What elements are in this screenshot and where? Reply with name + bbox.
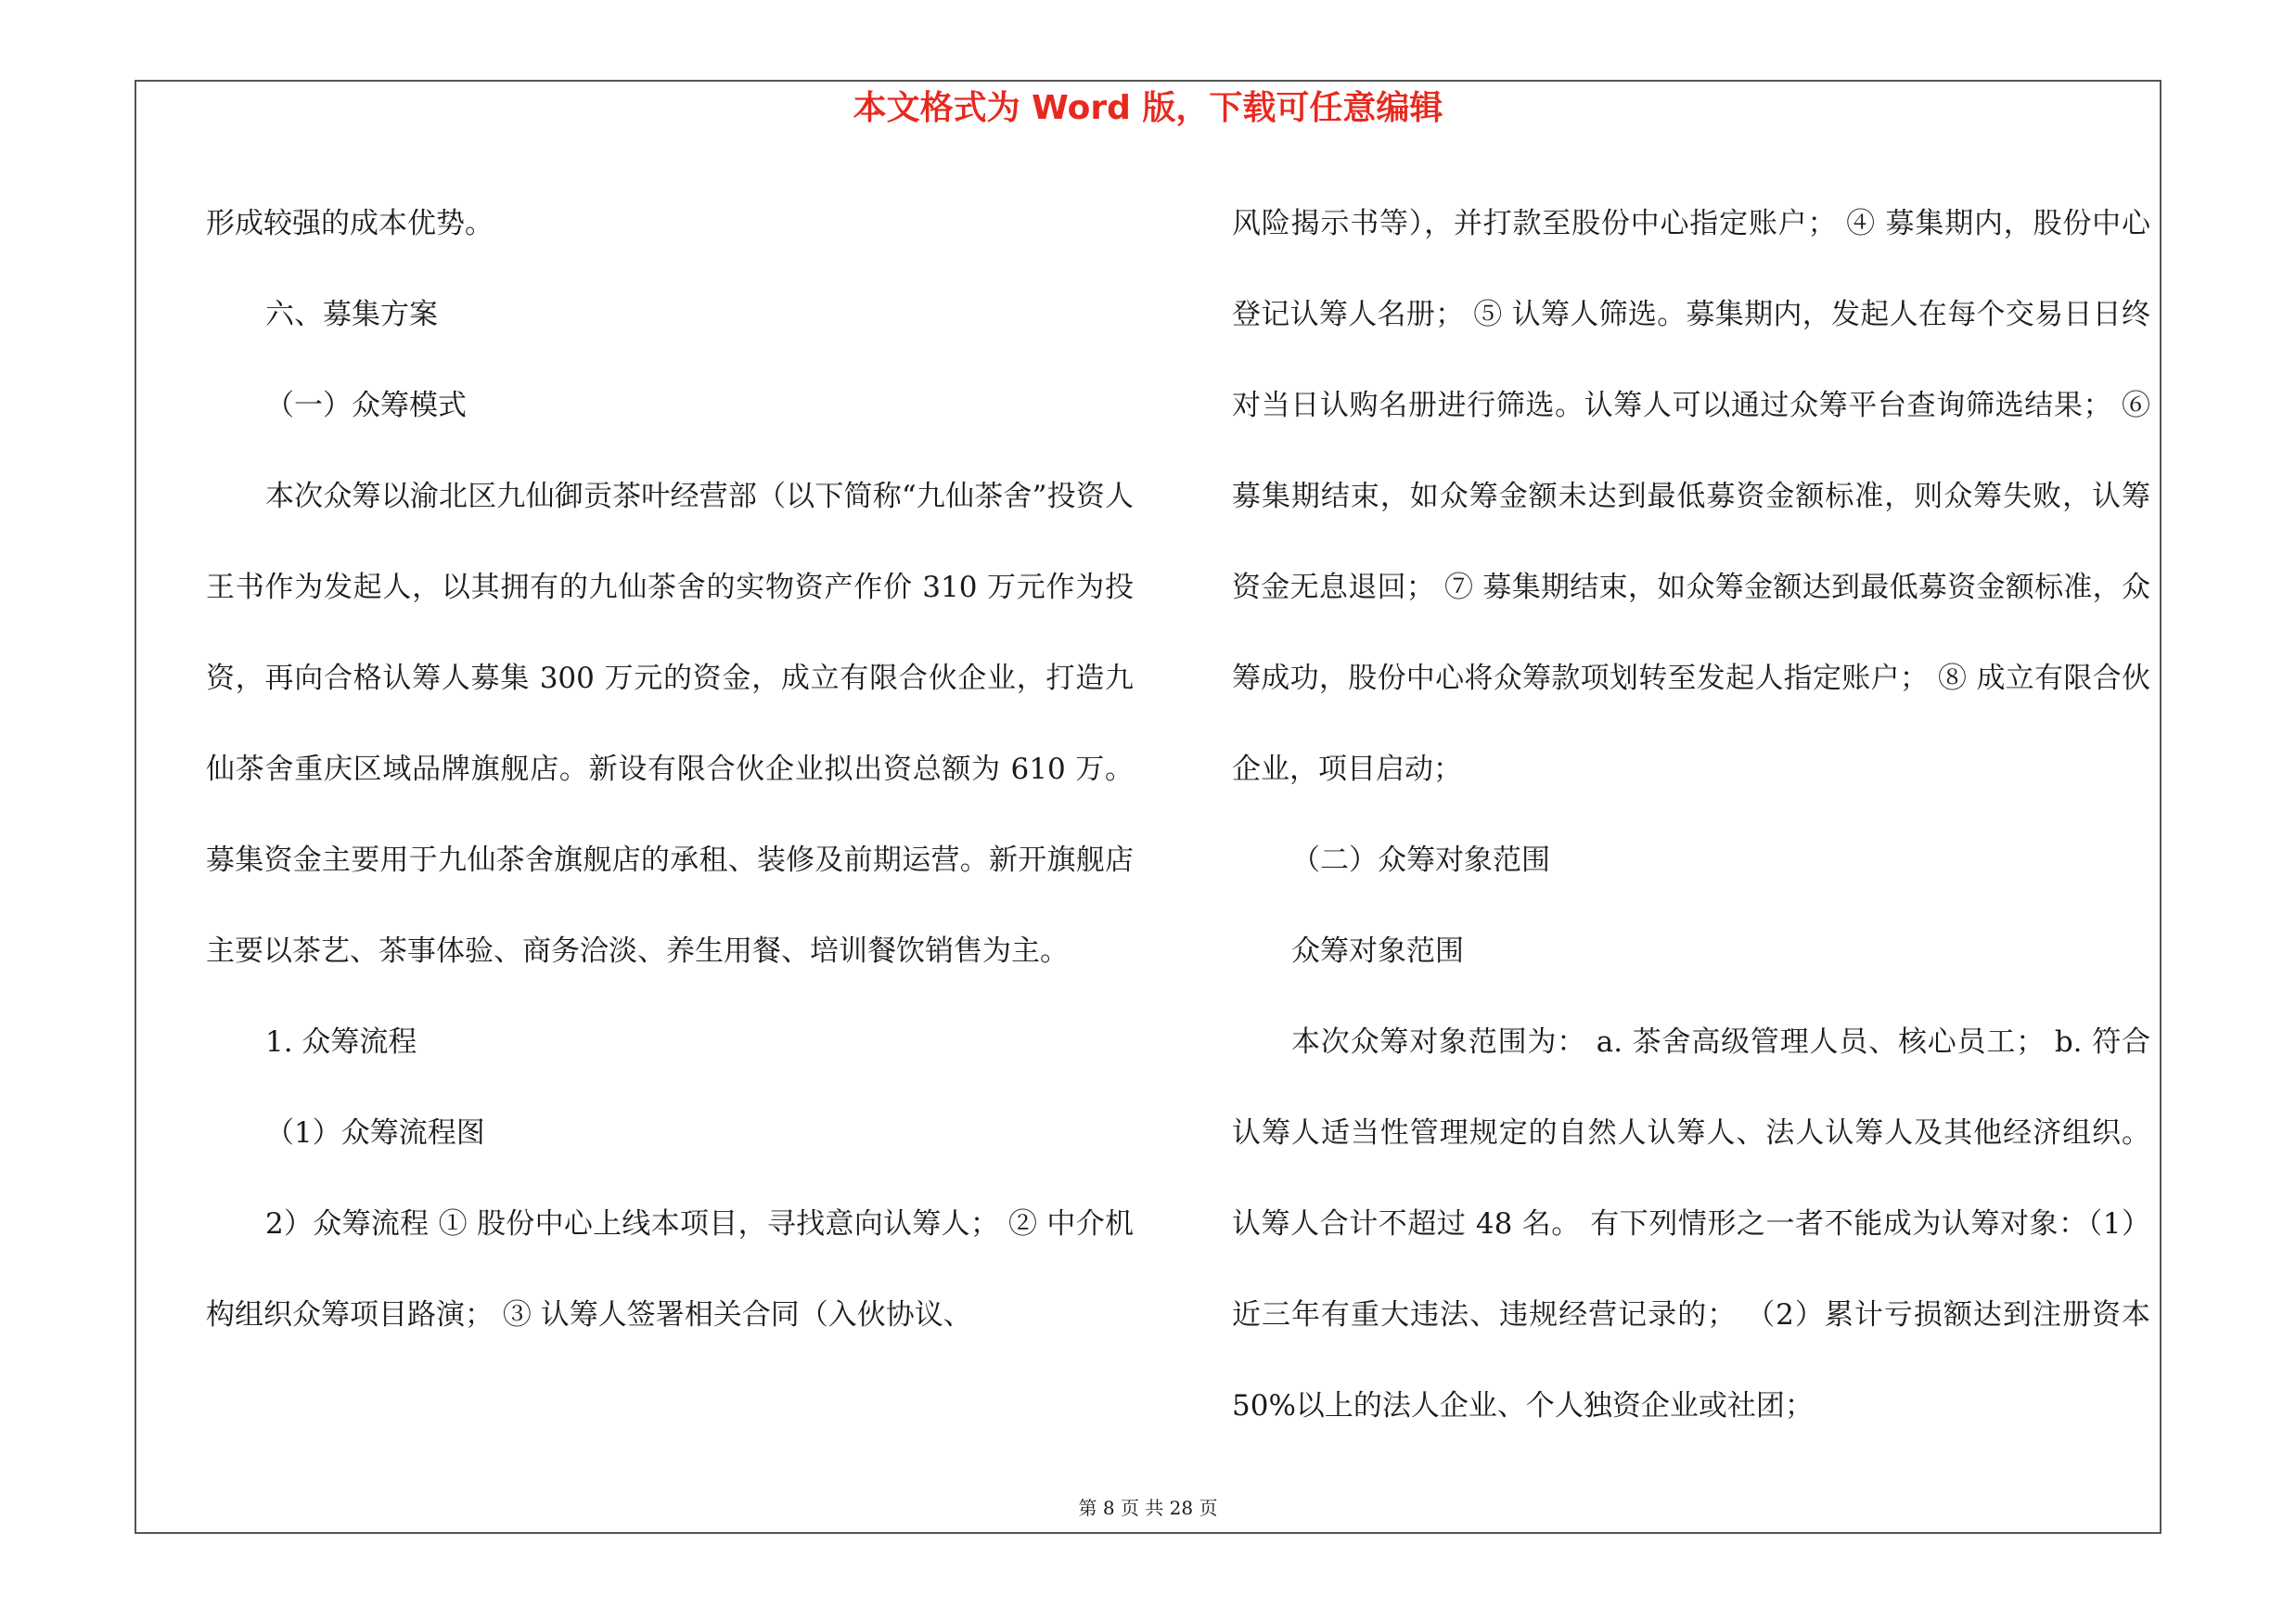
subsection-heading: 众筹对象范围 — [1291, 934, 1464, 968]
paragraph: 2）众筹流程 ① 股份中心上线本项目，寻找意向认筹人； ② 中介机构组织众筹项目路演； ③ 认筹人签署相关合同（入伙协议、 — [206, 1207, 1134, 1332]
right-column — [1232, 178, 2150, 1451]
section-heading: 六、募集方案 — [265, 298, 438, 331]
subsection-heading: 1. 众筹流程 — [265, 1025, 417, 1059]
paragraph: 本次众筹对象范围为： a. 茶舍高级管理人员、核心员工； b. 符合认筹人适当性管理规定的自然人认筹人、法人认筹人及其他经济组织。 认筹人合计不超过 48 名。 有下列情形之一者不能成为认筹对象：（1）近三年有重大违法、违规经营记录的； （2）累计亏损额达到注册资本 50%以上的法人企业、个人独资企业或社团； — [1232, 1025, 2150, 1423]
paragraph: 本次众筹以渝北区九仙御贡茶叶经营部（以下简称“九仙茶舍”投资人王书作为发起人，以其拥有的九仙茶舍的实物资产作价 310 万元作为投资，再向合格认筹人募集 300 万元的资金，成立有限合伙企业，打造九仙茶舍重庆区域品牌旗舰店。新设有限合伙企业拟出资总额为 610 万。募集资金主要用于九仙茶舍旗舰店的承租、装修及前期运营。新开旗舰店主要以茶艺、茶事体验、商务洽淡、养生用餐、培训餐饮销售为主。 — [206, 480, 1134, 968]
format-notice-banner: 本文格式为 Word 版，下载可任意编辑 — [853, 89, 1443, 127]
subsection-heading: （二）众筹对象范围 — [1291, 844, 1550, 877]
page-number-footer: 第 8 页 共 28 页 — [1078, 1497, 1218, 1519]
subsection-heading: （一）众筹模式 — [265, 389, 467, 422]
paragraph: 形成较强的成本优势。 — [206, 207, 494, 240]
paragraph: 风险揭示书等），并打款至股份中心指定账户； ④ 募集期内，股份中心登记认筹人名册； ⑤ 认筹人筛选。募集期内，发起人在每个交易日日终对当日认购名册进行筛选。认筹人可以通过众筹平台查询筛选结果； ⑥ 募集期结束，如众筹金额未达到最低募资金额标准，则众筹失败，认筹资金无息退回； ⑦ 募集期结束，如众筹金额达到最低募资金额标准，众筹成功，股份中心将众筹款项划转至发起人指定账户； ⑧ 成立有限合伙企业，项目启动； — [1232, 207, 2150, 786]
subsection-heading: （1）众筹流程图 — [265, 1116, 485, 1150]
left-column — [206, 178, 1134, 1360]
